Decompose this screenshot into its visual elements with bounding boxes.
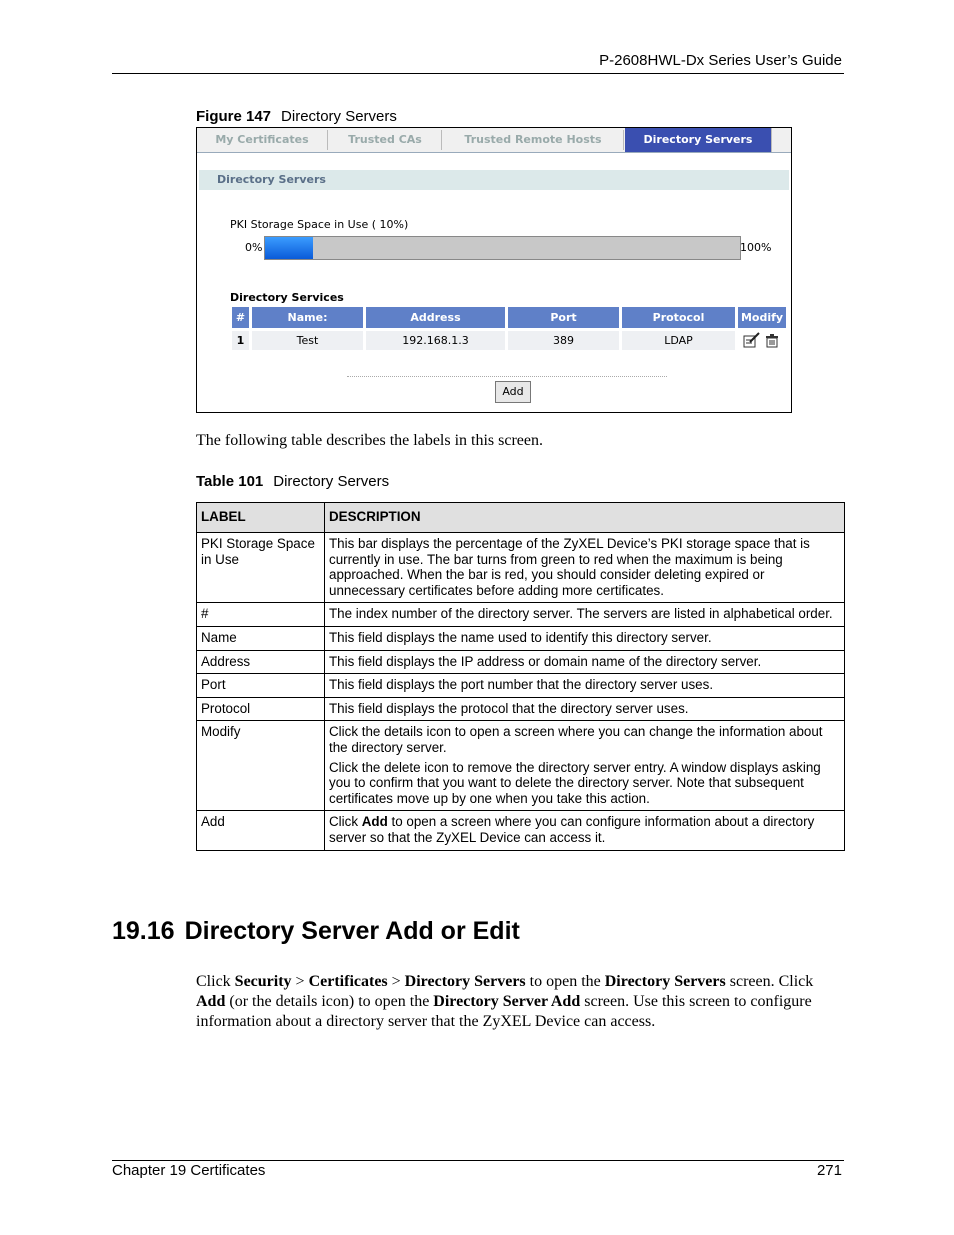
- description-text: This field displays the protocol that the directory server uses.: [329, 700, 689, 716]
- section-heading: [112, 917, 520, 946]
- description-text: This field displays the name used to identify this directory server.: [329, 629, 712, 645]
- row-modify: [738, 331, 786, 350]
- pki-storage-fill: [265, 237, 313, 259]
- footer-rule: [112, 1160, 844, 1161]
- table-row: [197, 533, 845, 603]
- page-number: 271: [816, 1162, 842, 1179]
- row-port: 389: [508, 331, 619, 350]
- figure-caption: [196, 108, 397, 125]
- figure-label: Figure 147: [196, 108, 272, 125]
- row-protocol: LDAP: [622, 331, 735, 350]
- row-label: Address: [197, 650, 325, 674]
- description-text: Click the delete icon to remove the directory server entry. A window displays asking you to confirm that you want to delete the directory server. Note that subsequent certificates move up by one when you take this action.: [329, 759, 821, 806]
- header-description: DESCRIPTION: [325, 503, 845, 533]
- table-title: Directory Servers: [273, 473, 390, 490]
- row-label: Protocol: [197, 697, 325, 721]
- table-header-row: [197, 503, 845, 533]
- guide-title: P-2608HWL-Dx Series User’s Guide: [599, 52, 842, 69]
- label-description-table: [196, 502, 845, 851]
- description-text: This field displays the port number that the directory server uses.: [329, 677, 714, 693]
- row-description: [325, 721, 845, 811]
- pki-max-label: 100%: [740, 241, 772, 254]
- separator-dots: [347, 376, 667, 377]
- add-button[interactable]: Add: [495, 381, 531, 403]
- table-row: [197, 697, 845, 721]
- table-row: [197, 674, 845, 698]
- tab-my-certificates[interactable]: My Certificates: [197, 130, 328, 150]
- section-title: Directory Server Add or Edit: [184, 917, 520, 945]
- tab-trusted-cas[interactable]: Trusted CAs: [329, 130, 442, 150]
- row-description: [325, 603, 845, 627]
- row-description: [325, 697, 845, 721]
- footer-chapter: Chapter 19 Certificates: [112, 1162, 266, 1179]
- row-label: PKI Storage Space in Use: [197, 533, 325, 603]
- section-header-bar: [199, 170, 789, 190]
- figure-title: Directory Servers: [281, 108, 397, 125]
- row-label: #: [197, 603, 325, 627]
- row-description: [325, 811, 845, 850]
- description-text: Click Add to open a screen where you can configure information about a directory server so that the ZyXEL Device can access it.: [329, 814, 815, 845]
- row-index: 1: [232, 331, 249, 350]
- row-description: [325, 650, 845, 674]
- section-number: 19.16: [112, 917, 175, 945]
- row-description: [325, 626, 845, 650]
- col-protocol: Protocol: [622, 307, 735, 328]
- row-label: Name: [197, 626, 325, 650]
- edit-icon[interactable]: [744, 333, 759, 347]
- pki-storage-bar: [264, 236, 741, 260]
- col-name: Name:: [252, 307, 363, 328]
- row-description: [325, 674, 845, 698]
- directory-services-title: Directory Services: [230, 291, 344, 304]
- table-row: [197, 626, 845, 650]
- pki-min-label: 0%: [245, 241, 263, 254]
- col-modify: Modify: [738, 307, 786, 328]
- header-rule: [112, 73, 844, 74]
- col-index: #: [232, 307, 249, 328]
- col-port: Port: [508, 307, 619, 328]
- section-header: Directory Servers: [217, 173, 326, 186]
- col-address: Address: [366, 307, 505, 328]
- screenshot-panel: [196, 127, 792, 413]
- row-name: Test: [252, 331, 363, 350]
- row-address: 192.168.1.3: [366, 331, 505, 350]
- header-label: LABEL: [197, 503, 325, 533]
- row-label: Port: [197, 674, 325, 698]
- tab-trusted-remote-hosts[interactable]: Trusted Remote Hosts: [443, 130, 624, 150]
- table-label: Table 101: [196, 473, 264, 490]
- table-row: [197, 603, 845, 627]
- trash-icon[interactable]: [766, 334, 778, 347]
- table-caption: [196, 473, 389, 490]
- table-row: [197, 650, 845, 674]
- row-label: Add: [197, 811, 325, 850]
- description-text: This field displays the IP address or domain name of the directory server.: [329, 653, 762, 669]
- intro-text: The following table describes the labels in this screen.: [196, 432, 544, 449]
- tab-directory-servers[interactable]: Directory Servers: [625, 128, 772, 152]
- description-text: The index number of the directory server. The servers are listed in alphabetical order.: [329, 606, 833, 622]
- description-text: Click the details icon to open a screen where you can change the information about the directory server.: [329, 724, 823, 755]
- table-row: [197, 811, 845, 850]
- description-text: This bar displays the percentage of the ZyXEL Device’s PKI storage space that is currently in use. The bar turns from green to red when the maximum is being approached. When the bar is red, you should consider deleting expired or unnecessary certificates before adding more certificates.: [329, 536, 810, 598]
- section-paragraph: Click Security > Certificates > Directory Servers to open the Directory Servers screen. Click Add (or the details icon) to open the Directory Server Add screen. Use this screen to configure information about a directory server that the ZyXEL Device can access.: [196, 973, 814, 1030]
- pki-storage-label: PKI Storage Space in Use ( 10%): [230, 218, 409, 231]
- row-description: [325, 533, 845, 603]
- table-row: [197, 721, 845, 811]
- row-label: Modify: [197, 721, 325, 811]
- tab-bar: [197, 128, 791, 153]
